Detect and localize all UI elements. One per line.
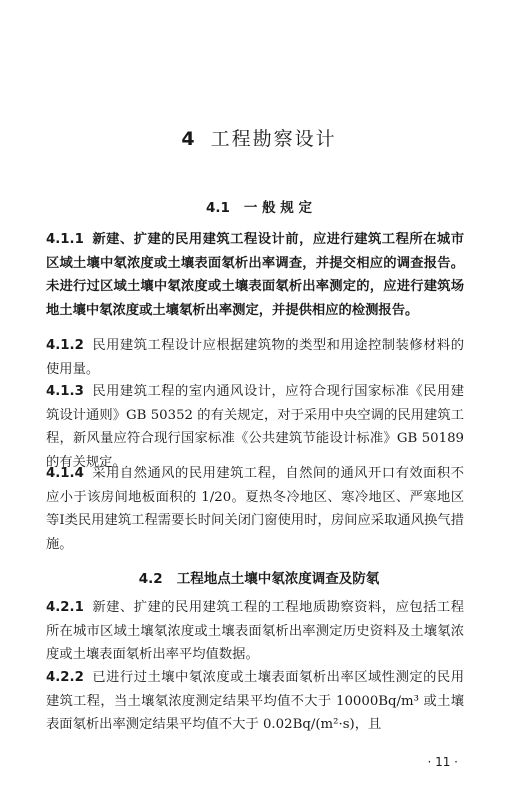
clause-4-1-2: [46, 334, 464, 381]
section-title-text: 工程地点土壤中氡浓度调查及防氡: [176, 571, 380, 587]
clause-number: 4.2.2: [46, 670, 84, 685]
chapter-number: 4: [181, 128, 197, 150]
clause-number: 4.1.1: [46, 232, 84, 247]
clause-number: 4.2.1: [46, 600, 84, 615]
clause-text: 新建、扩建的民用建筑工程设计前，应进行建筑工程所在城市区域土壤中氡浓度或土壤表面氡析出率调查，并提交相应的调查报告。未进行过区域土壤中氡浓度或土壤表面氡析出率测定的，应进行建筑场地土壤中氡浓度或土壤氡析出率测定，并提供相应的检测报告。: [46, 232, 464, 318]
section-title-4-2: [0, 567, 518, 587]
section-number: 4.1: [205, 200, 230, 216]
clause-text: 采用自然通风的民用建筑工程，自然间的通风开口有效面积不应小于该房间地板面积的 1/20。夏热冬冷地区、寒冷地区、严寒地区等Ⅰ类民用建筑工程需要长时间关闭门窗使用时，房间应采取通风换气措施。: [46, 466, 464, 552]
chapter-title: [0, 124, 518, 151]
clause-number: 4.1.2: [46, 338, 84, 353]
chapter-title-text: 工程勘察设计: [210, 128, 337, 150]
clause-4-1-3: [46, 380, 464, 474]
page-number: · 11 ·: [427, 755, 458, 769]
clause-text: 民用建筑工程设计应根据建筑物的类型和用途控制装修材料的使用量。: [46, 338, 464, 377]
clause-number: 4.1.4: [46, 466, 84, 481]
section-title-4-1: [0, 196, 518, 216]
clause-4-1-1: [46, 228, 464, 322]
clause-text: 新建、扩建的民用建筑工程的工程地质勘察资料，应包括工程所在城市区域土壤氡浓度或土壤表面氡析出率测定历史资料及土壤氡浓度或土壤表面氡析出率平均值数据。: [46, 600, 464, 662]
clause-4-1-4: [46, 462, 464, 556]
clause-4-2-1: [46, 596, 464, 667]
clause-text: 民用建筑工程的室内通风设计，应符合现行国家标准《民用建筑设计通则》GB 50352 的有关规定，对于采用中央空调的民用建筑工程，新风量应符合现行国家标准《公共建筑节能设计标准》GB 50189 的有关规定。: [46, 384, 464, 470]
section-title-text: 一 般 规 定: [243, 200, 313, 216]
clause-number: 4.1.3: [46, 384, 84, 399]
section-number: 4.2: [138, 571, 163, 587]
clause-text: 已进行过土壤中氡浓度或土壤表面氡析出率区域性测定的民用建筑工程，当土壤氡浓度测定结果平均值不大于 10000Bq/m³ 或土壤表面氡析出率测定结果平均值不大于 0.02Bq/(m²·s)，且: [46, 670, 464, 732]
clause-4-2-2: [46, 666, 464, 737]
